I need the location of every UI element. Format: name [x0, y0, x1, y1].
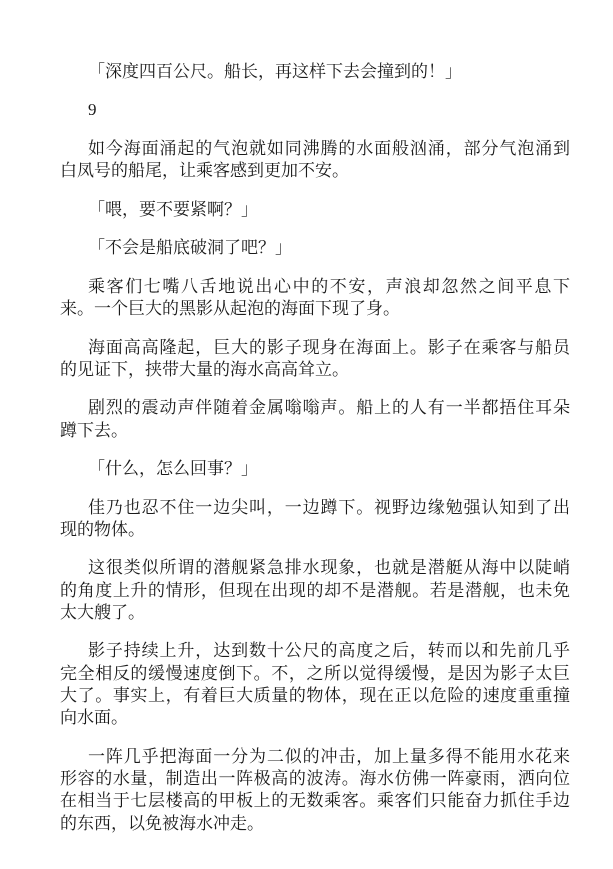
paragraph — [60, 276, 570, 321]
text-line: 影子持续上升，达到数十公尺的高度之后，转而以和先前几乎 — [88, 641, 570, 661]
paragraph-dialogue — [60, 61, 570, 83]
text-line: 白凤号的船尾，让乘客感到更加不安。 — [60, 161, 349, 181]
paragraph — [60, 138, 570, 183]
text-line: 如今海面涌起的气泡就如同沸腾的水面般汹涌，部分气泡涌到 — [88, 138, 570, 158]
text-line: 在相当于七层楼高的甲板上的无数乘客。乘客们只能奋力抓住手边 — [60, 791, 570, 811]
text-line: 「喂，要不要紧啊？」 — [88, 199, 258, 219]
text-line: 完全相反的缓慢速度倒下。不，之所以觉得缓慢，是因为影子太巨 — [60, 663, 570, 683]
paragraph-dialogue — [60, 199, 570, 221]
text-line: 佳乃也忍不住一边尖叫，一边蹲下。视野边缘勉强认知到了出 — [88, 497, 570, 517]
paragraph — [60, 746, 570, 835]
paragraph — [60, 557, 570, 624]
text-line: 蹲下去。 — [60, 420, 128, 440]
text-line: 的东西，以免被海水冲走。 — [60, 813, 264, 833]
paragraph-dialogue — [60, 458, 570, 480]
text-line: 乘客们七嘴八舌地说出心中的不安，声浪却忽然之间平息下 — [88, 276, 570, 296]
text-line: 大了。事实上，有着巨大质量的物体，现在正以危险的速度重重撞 — [60, 686, 570, 705]
text-line: 「深度四百公尺。船长，再这样下去会撞到的！」 — [88, 62, 462, 81]
text-line: 向水面。 — [60, 708, 128, 728]
text-line: 海面高高隆起，巨大的影子现身在海面上。影子在乘客与船员 — [88, 337, 570, 357]
text-line: 「不会是船底破洞了吧？」 — [88, 238, 292, 258]
paragraph-dialogue — [60, 237, 570, 259]
paragraph — [60, 337, 570, 382]
text-line: 现的物体。 — [60, 519, 145, 539]
text-line: 太大艘了。 — [60, 602, 145, 622]
section-number: 9 — [88, 100, 97, 120]
paragraph — [60, 397, 570, 442]
text-line: 形容的水量，制造出一阵极高的波涛。海水仿佛一阵豪雨，洒向位 — [60, 769, 570, 789]
text-line: 的角度上升的情形，但现在出现的却不是潜舰。若是潜舰，也未免 — [60, 580, 570, 600]
paragraph-section-number — [60, 99, 570, 121]
text-line: 剧烈的震动声伴随着金属嗡嗡声。船上的人有一半都捂住耳朵 — [88, 398, 570, 418]
text-line: 一阵几乎把海面一分为二似的冲击，加上量多得不能用水花来 — [88, 746, 570, 766]
paragraph — [60, 497, 570, 542]
paragraph — [60, 640, 570, 729]
text-line: 这很类似所谓的潜舰紧急排水现象，也就是潜艇从海中以陡峭 — [88, 558, 570, 578]
text-line: 「什么，怎么回事？」 — [88, 459, 258, 479]
text-line: 的见证下，挟带大量的海水高高耸立。 — [60, 359, 349, 379]
text-line: 来。一个巨大的黑影从起泡的海面下现了身。 — [60, 299, 400, 319]
